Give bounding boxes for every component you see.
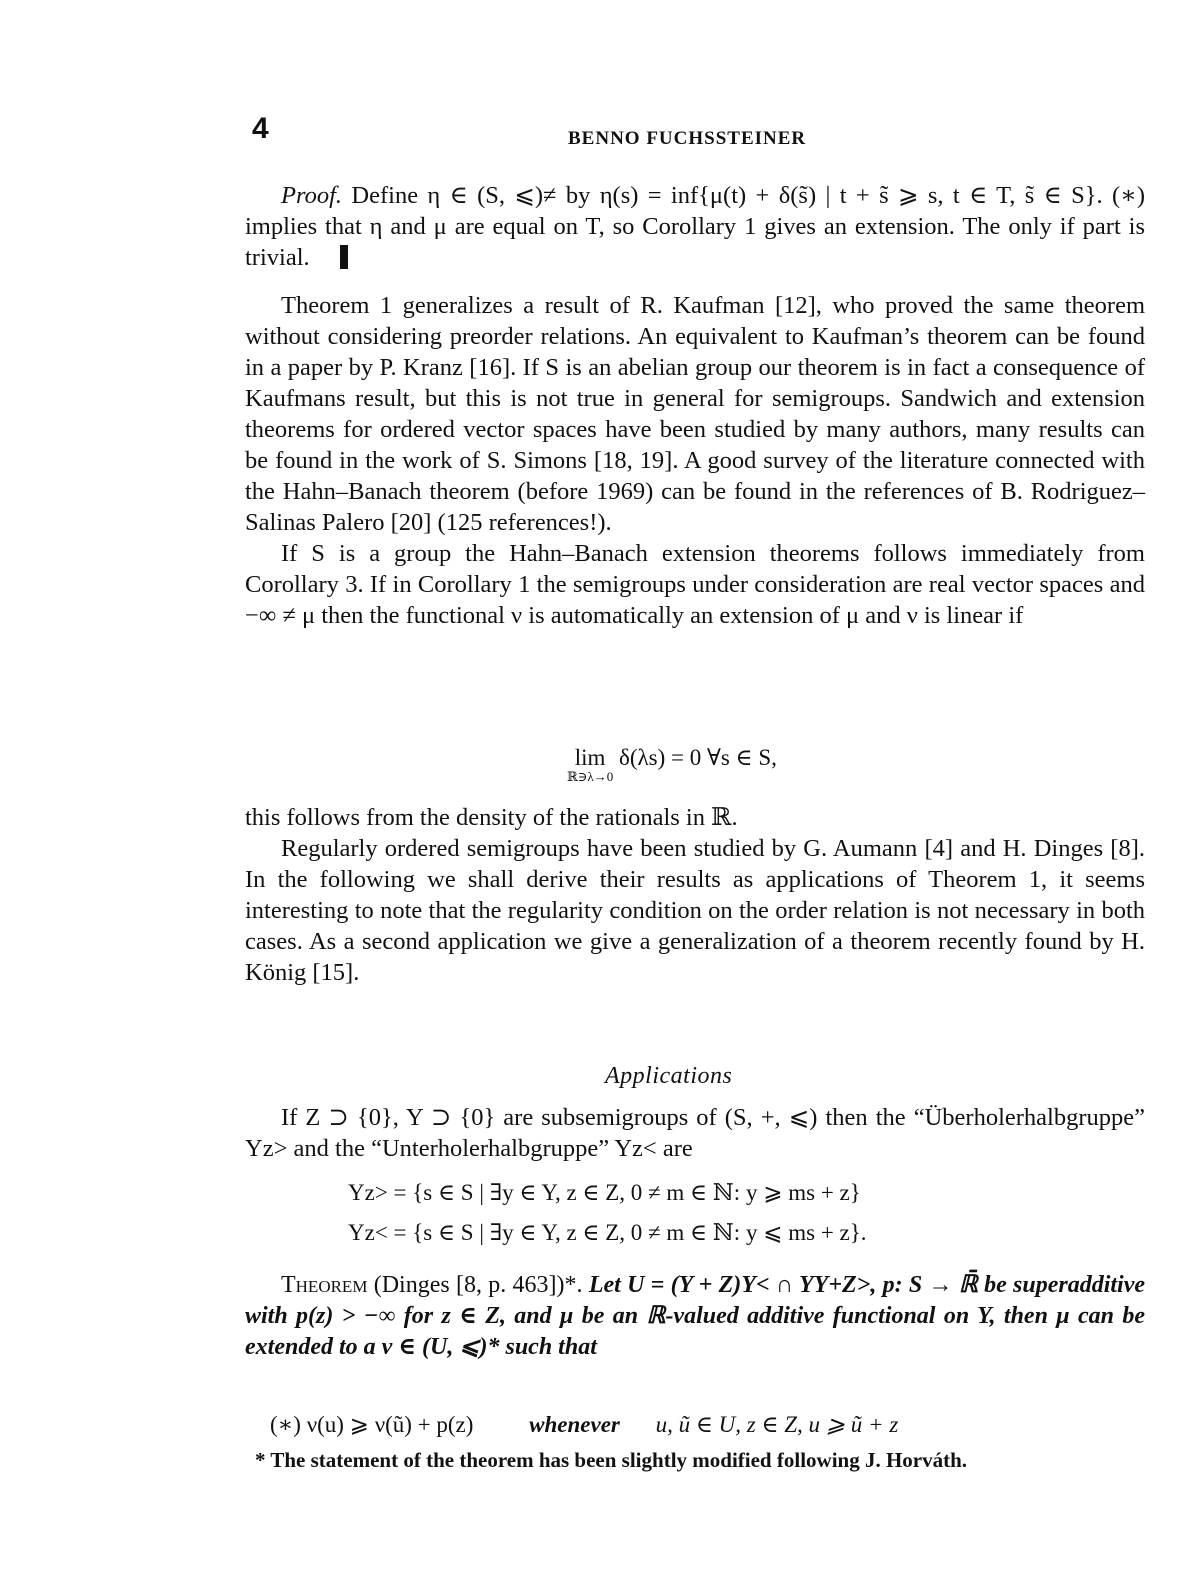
theorem-attribution: (Dinges [8, p. 463])*. xyxy=(373,1272,583,1298)
footnote: * The statement of the theorem has been slightly modified following J. Horváth. xyxy=(255,1448,968,1472)
proof-label: Proof. xyxy=(281,182,343,209)
condition-right: u, ũ ∈ U, z ∈ Z, u ⩾ ũ + z xyxy=(655,1412,899,1437)
paragraph-rationals: this follows from the density of the rationals in ℝ. xyxy=(245,804,738,831)
theorem-block xyxy=(245,1270,1145,1363)
proof-paragraph xyxy=(245,180,1145,273)
running-head: BENNO FUCHSSTEINER xyxy=(568,128,807,149)
definition-unterholer: Yz< = {s ∈ S | ∃y ∈ Y, z ∈ Z, 0 ≠ m ∈ ℕ: y ⩽ ms + z}. xyxy=(348,1220,867,1245)
applications-intro: If Z ⊃ {0}, Y ⊃ {0} are subsemigroups of (S, +, ⩽) then the “Überholerhalbgruppe” Yz> and the “Unterholerhalbgruppe” Yz< are xyxy=(245,1104,1145,1162)
lim-operator: lim xyxy=(574,745,606,770)
paragraph-kaufman: Theorem 1 generalizes a result of R. Kaufman [12], who proved the same theorem without considering preorder relations. An equivalent to Kaufman’s theorem can be found in a paper by P. Kranz [16]. If S is an abelian group our theorem is in fact a consequence of Kaufmans result, but this is not true in general for semigroups. Sandwich and extension theorems for ordered vector spaces have been studied by many authors, many results can be found in the work of S. Simons [18, 19]. A good survey of the literature connected with the Hahn–Banach theorem (before 1969) can be found in the references of B. Rodriguez–Salinas Palero [20] (125 references!). xyxy=(245,292,1145,536)
paragraph-regular-semigroups: Regularly ordered semigroups have been studied by G. Aumann [4] and H. Dinges [8]. In the following we shall derive their results as applications of Theorem 1, it seems interesting to note that the regularity condition on the order relation is not necessary in both cases. As a second application we give a generalization of a theorem recently found by H. König [15]. xyxy=(245,835,1145,986)
limit-body: δ(λs) = 0 ∀s ∈ S, xyxy=(618,745,777,770)
lim-subscript: ℝ∋λ→0 xyxy=(567,769,614,784)
page-number: 4 xyxy=(252,112,269,145)
proof-text: Define η ∈ (S, ⩽)≠ by η(s) = inf{μ(t) + δ(s̃) | t + s̃ ⩾ s, t ∈ T, s̃ ∈ S}. (∗) implies that η and μ are equal on T, so Corollary 1 gives an extension. The only if part is trivial. xyxy=(245,182,1145,271)
body-text xyxy=(245,290,1145,631)
qed-icon xyxy=(340,245,348,269)
section-heading: Applications xyxy=(605,1063,733,1089)
paragraph-hahn-banach: If S is a group the Hahn–Banach extension theorems follows immediately from Corollary 3. If in Corollary 1 the semigroups under consideration are real vector spaces and −∞ ≠ μ then the functional ν is automatically an extension of μ and ν is linear if xyxy=(245,540,1145,629)
condition-word: whenever xyxy=(529,1412,620,1437)
theorem-statement: Let U = (Y + Z)Y< ∩ YY+Z>, p: S → ℝ̄ be superadditive with p(z) > −∞ for z ∈ Z, and μ be an ℝ-valued additive functional on Y, then μ can be extended to a ν ∈ (U, ⩽)* such that xyxy=(245,1272,1145,1360)
theorem-condition xyxy=(270,1412,898,1438)
condition-left: (∗) ν(u) ⩾ ν(ũ) + p(z) xyxy=(270,1412,474,1437)
definition-ueberholer: Yz> = {s ∈ S | ∃y ∈ Y, z ∈ Z, 0 ≠ m ∈ ℕ: y ⩾ ms + z} xyxy=(348,1180,861,1205)
theorem-label: Theorem xyxy=(281,1272,368,1298)
body-text-2 xyxy=(245,802,1145,988)
limit-formula xyxy=(567,745,777,797)
